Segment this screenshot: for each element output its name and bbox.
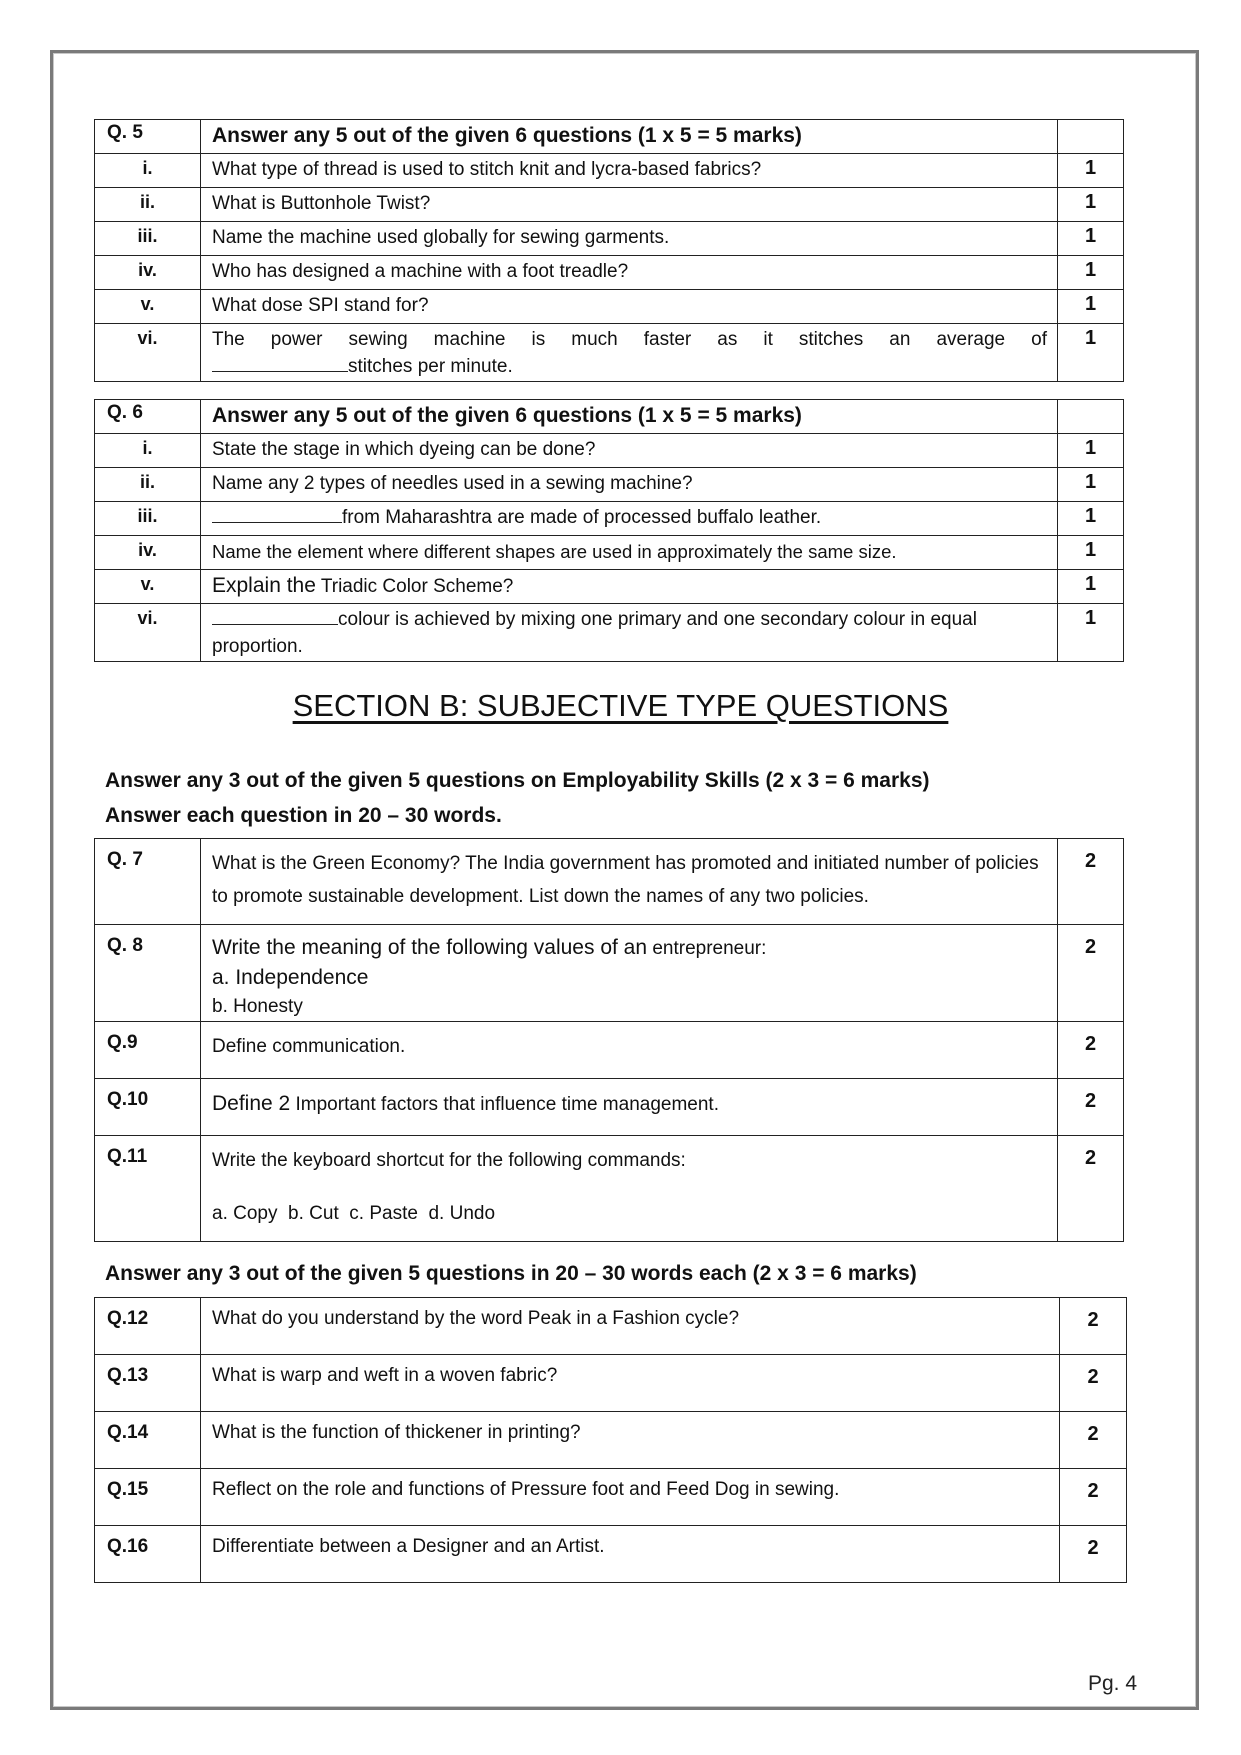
item-number: i. — [142, 158, 153, 178]
item-text — [201, 570, 1058, 604]
q5-table — [94, 119, 1124, 382]
question-number: Q.14 — [95, 1412, 201, 1469]
table-row — [95, 604, 1124, 662]
question-text — [201, 1079, 1058, 1136]
item-number: iv. — [138, 540, 157, 560]
q5-block — [94, 119, 1124, 382]
item-marks: 1 — [1058, 290, 1124, 324]
item-text — [201, 324, 1058, 382]
item-number: ii. — [139, 192, 155, 212]
table-row — [95, 222, 1124, 256]
item-marks: 1 — [1058, 256, 1124, 290]
question-marks: 2 — [1058, 1079, 1124, 1136]
question-marks: 2 — [1060, 1355, 1127, 1412]
item-marks: 1 — [1058, 434, 1124, 468]
employability-block — [94, 838, 1124, 1242]
question-number: Q.9 — [95, 1022, 201, 1079]
table-row — [95, 1022, 1124, 1079]
question-number: Q. 8 — [95, 925, 201, 1022]
question-marks: 2 — [1060, 1526, 1127, 1583]
item-number: v. — [140, 294, 155, 314]
answer-blank — [212, 606, 338, 625]
item-text: Name the element where different shapes are used in approximately the same size. — [201, 536, 1058, 570]
question-text: What is the Green Economy? The India government has promoted and initiated number of policies to promote sustainable development. List down the names of any two policies. — [201, 839, 1058, 925]
table-row — [95, 256, 1124, 290]
question-text: What do you understand by the word Peak in a Fashion cycle? — [201, 1298, 1060, 1355]
q6-block — [94, 399, 1124, 662]
item-marks: 1 — [1058, 502, 1124, 536]
item-number: vi. — [137, 328, 158, 348]
table-row — [95, 1355, 1127, 1412]
question-text-a: Write the meaning of the following values of an — [212, 936, 648, 959]
item-number: iii. — [137, 506, 158, 526]
item-marks: 1 — [1058, 324, 1124, 382]
item-marks: 1 — [1058, 188, 1124, 222]
item-text: Name any 2 types of needles used in a sewing machine? — [201, 468, 1058, 502]
question-number: Q.13 — [95, 1355, 201, 1412]
item-text-line1: colour is achieved by mixing one primary and one secondary colour in equal — [338, 609, 977, 630]
item-number: ii. — [139, 472, 155, 492]
subject-table — [94, 1297, 1127, 1583]
table-row — [95, 536, 1124, 570]
item-text: Who has designed a machine with a foot treadle? — [201, 256, 1058, 290]
item-text — [201, 502, 1058, 536]
item-text-line1: The power sewing machine is much faster as it stitches an average of — [212, 329, 1047, 350]
table-row — [95, 839, 1124, 925]
table-row — [95, 502, 1124, 536]
question-text — [201, 925, 1058, 1022]
answer-blank — [212, 504, 342, 523]
instruction-employability: Answer any 3 out of the given 5 questions on Employability Skills (2 x 3 = 6 marks) — [105, 769, 930, 792]
question-number: Q.16 — [95, 1526, 201, 1583]
instruction-word-limit: Answer each question in 20 – 30 words. — [105, 804, 502, 827]
question-text: Differentiate between a Designer and an Artist. — [201, 1526, 1060, 1583]
question-text: Define communication. — [201, 1022, 1058, 1079]
item-marks: 1 — [1058, 570, 1124, 604]
table-row — [95, 1412, 1127, 1469]
question-marks: 2 — [1060, 1412, 1127, 1469]
question-marks: 2 — [1058, 1136, 1124, 1242]
section-title: SECTION B: SUBJECTIVE TYPE QUESTIONS — [292, 688, 949, 723]
table-row — [95, 468, 1124, 502]
item-marks: 1 — [1058, 468, 1124, 502]
item-text: What is Buttonhole Twist? — [201, 188, 1058, 222]
item-text: What type of thread is used to stitch knit and lycra-based fabrics? — [201, 154, 1058, 188]
marks-cell-empty — [1058, 120, 1124, 154]
table-row — [95, 1469, 1127, 1526]
item-text-a: Explain the — [212, 574, 316, 597]
item-number: vi. — [137, 608, 158, 628]
item-text: What dose SPI stand for? — [201, 290, 1058, 324]
item-number: i. — [142, 438, 153, 458]
question-number: Q. 6 — [95, 400, 201, 434]
answer-blank — [212, 353, 348, 372]
question-number: Q. 5 — [95, 120, 201, 154]
item-marks: 1 — [1058, 536, 1124, 570]
table-row — [95, 434, 1124, 468]
page-number: Pg. 4 — [1088, 1672, 1138, 1695]
question-heading: Answer any 5 out of the given 6 questions (1 x 5 = 5 marks) — [201, 120, 1058, 154]
option-a: a. Independence — [212, 966, 369, 989]
table-row — [95, 1298, 1127, 1355]
question-text-main: Write the keyboard shortcut for the following commands: — [212, 1150, 686, 1171]
table-row — [95, 570, 1124, 604]
item-text-b: Triadic Color Scheme? — [320, 576, 514, 597]
table-row — [95, 925, 1124, 1022]
item-number: iii. — [137, 226, 158, 246]
item-text-line2: stitches per minute. — [348, 356, 513, 377]
q5-header-row — [95, 120, 1124, 154]
question-marks: 2 — [1058, 839, 1124, 925]
question-options: a. Copy b. Cut c. Paste d. Undo — [212, 1203, 496, 1224]
item-text — [201, 604, 1058, 662]
question-text-a: Define 2 — [212, 1092, 291, 1115]
question-heading: Answer any 5 out of the given 6 questions (1 x 5 = 5 marks) — [201, 400, 1058, 434]
item-number: iv. — [138, 260, 157, 280]
question-number: Q.11 — [95, 1136, 201, 1242]
question-text-b: entrepreneur: — [652, 938, 767, 959]
question-marks: 2 — [1060, 1469, 1127, 1526]
item-number: v. — [140, 574, 155, 594]
question-text: Reflect on the role and functions of Pressure foot and Feed Dog in sewing. — [201, 1469, 1060, 1526]
item-marks: 1 — [1058, 604, 1124, 662]
marks-cell-empty — [1058, 400, 1124, 434]
question-marks: 2 — [1060, 1298, 1127, 1355]
table-row — [95, 154, 1124, 188]
q6-header-row — [95, 400, 1124, 434]
item-text-line2: proportion. — [212, 636, 303, 657]
question-number: Q. 7 — [95, 839, 201, 925]
item-marks: 1 — [1058, 222, 1124, 256]
q6-table — [94, 399, 1124, 662]
table-row — [95, 324, 1124, 382]
item-text: Name the machine used globally for sewing garments. — [201, 222, 1058, 256]
question-number: Q.12 — [95, 1298, 201, 1355]
subject-block — [94, 1297, 1127, 1583]
item-text: State the stage in which dyeing can be done? — [201, 434, 1058, 468]
question-text-b: Important factors that influence time management. — [295, 1094, 719, 1115]
question-number: Q.10 — [95, 1079, 201, 1136]
table-row — [95, 1136, 1124, 1242]
employability-table — [94, 838, 1124, 1242]
table-row — [95, 1526, 1127, 1583]
question-marks: 2 — [1058, 925, 1124, 1022]
question-marks: 2 — [1058, 1022, 1124, 1079]
question-text: What is the function of thickener in printing? — [201, 1412, 1060, 1469]
question-number: Q.15 — [95, 1469, 201, 1526]
table-row — [95, 188, 1124, 222]
table-row — [95, 290, 1124, 324]
option-b: b. Honesty — [212, 996, 303, 1017]
question-text: What is warp and weft in a woven fabric? — [201, 1355, 1060, 1412]
item-text-rest: from Maharashtra are made of processed buffalo leather. — [342, 507, 822, 528]
table-row — [95, 1079, 1124, 1136]
question-text — [201, 1136, 1058, 1242]
item-marks: 1 — [1058, 154, 1124, 188]
instruction-subject: Answer any 3 out of the given 5 questions in 20 – 30 words each (2 x 3 = 6 marks) — [105, 1262, 917, 1285]
